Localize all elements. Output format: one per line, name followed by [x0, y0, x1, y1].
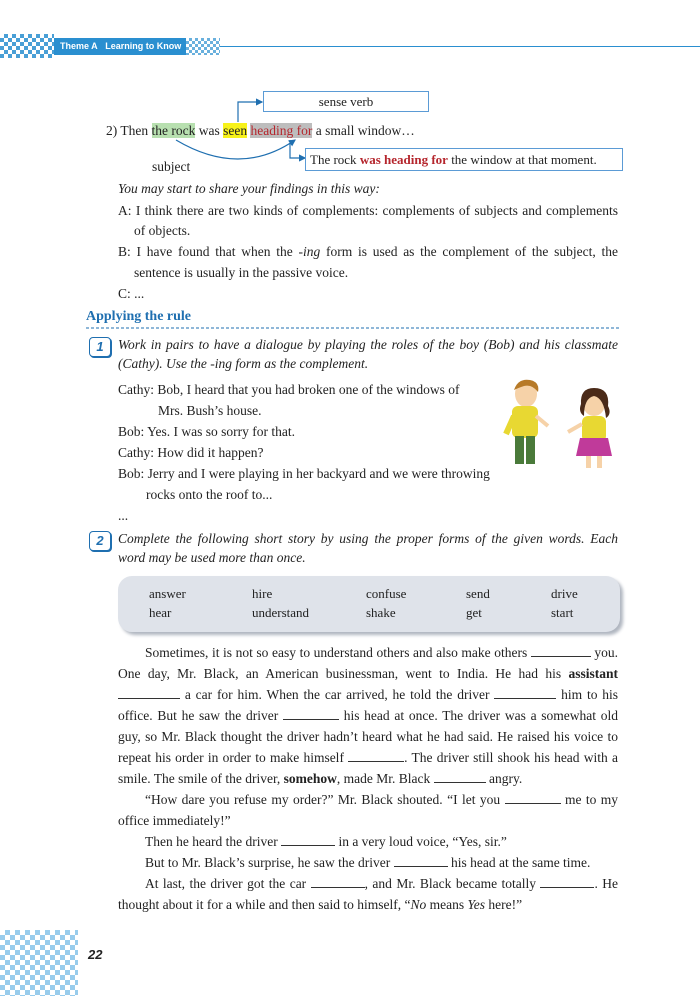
story-line-8: “How dare you refuse my order?” Mr. Black shouted. “I let you me to my — [145, 792, 619, 807]
dialogue-line: Bob: Yes. I was so sorry for that. — [118, 424, 295, 439]
explanation-box — [305, 148, 623, 171]
word-bank-item: hear — [149, 605, 172, 620]
story-line-6: repeat his order in order to make himself . The driver still shook his head with a — [118, 750, 618, 765]
dialogue-line: Cathy: Bob, I heard that you had broken one of the windows of — [118, 382, 460, 397]
answer-blank[interactable] — [434, 770, 486, 783]
word-bank — [118, 576, 620, 632]
explain-pre: The rock — [310, 152, 357, 167]
story-line-1: Sometimes, it is not so easy to understand others and also make others you. — [145, 645, 618, 660]
word-bank-item: understand — [252, 605, 310, 620]
word-bank-item: confuse — [366, 586, 407, 601]
dialogue-line: Cathy: How did it happen? — [118, 445, 264, 460]
subject-phrase: the rock — [151, 123, 196, 138]
theme-label: Theme A — [60, 41, 98, 51]
answer-blank[interactable] — [118, 686, 180, 699]
word-bank-item: shake — [366, 605, 396, 620]
page-number: 22 — [88, 947, 103, 962]
explain-bold: was heading for — [359, 152, 448, 167]
story-line-7: smile. The smile of the driver, somehow, made Mr. Black angry. — [118, 771, 523, 786]
answer-blank[interactable] — [348, 749, 404, 762]
task2-instruction-line1: Complete the following short story by using the proper forms of the given words. Each — [118, 531, 618, 546]
word-bank-item: drive — [551, 586, 578, 601]
word-bank-item: answer — [149, 586, 186, 601]
applying-heading: Applying the rule — [86, 309, 192, 324]
finding-a-line2: of objects. — [134, 223, 191, 238]
word-bank-item: hire — [252, 586, 273, 601]
diagram-sentence — [106, 120, 415, 141]
task1-instruction-line1: Work in pairs to have a dialogue by playing the roles of the boy (Bob) and his classmate — [118, 337, 618, 352]
boy-figure — [506, 380, 548, 464]
girl-figure — [568, 388, 612, 468]
story-line-2: One day, Mr. Black, an American businessman, went to India. He had his assistant — [118, 666, 618, 681]
heading-dashed-rule — [86, 327, 620, 329]
sentence-rest: a small window… — [315, 123, 415, 138]
findings-intro: You may start to share your findings in this way: — [118, 181, 380, 196]
dialogue-line: ... — [118, 508, 129, 523]
word-bank-item: send — [466, 586, 490, 601]
story-line-10: Then he heard the driver in a very loud voice, “Yes, sir.” — [145, 834, 507, 849]
curved-arrow-subject — [176, 140, 295, 159]
task1-number-badge: 1 — [89, 337, 111, 357]
answer-blank[interactable] — [283, 707, 339, 720]
finding-b-line2: sentence is usually in the passive voice. — [134, 265, 349, 280]
footer-pixel-decoration — [0, 930, 78, 996]
answer-blank[interactable] — [281, 833, 335, 846]
finding-b-line1: B: I have found that when the -ing form is used as the complement of the subject, the — [118, 244, 618, 259]
answer-blank[interactable] — [505, 791, 561, 804]
story-line-9: office immediately!” — [118, 813, 231, 828]
word-seen: seen — [223, 123, 248, 138]
sense-verb-box: sense verb — [263, 91, 429, 112]
kids-illustration — [498, 376, 626, 472]
story-line-4: office. But he saw the driver his head at once. The driver was a somewhat old — [118, 708, 619, 723]
subject-label: subject — [152, 159, 191, 174]
story-line-3: a car for him. When the car arrived, he told the driver him to his — [118, 684, 618, 705]
task2-instruction-line2: word may be used more than once. — [118, 550, 306, 565]
section-label: Learning to Know — [105, 41, 182, 51]
story-line-5: guy, so Mr. Black thought the driver hadn’t heard what he had said. He raised his voice to — [118, 729, 618, 744]
story-line-11: But to Mr. Black’s surprise, he saw the driver his head at the same time. — [145, 855, 591, 870]
word-bank-item: get — [466, 605, 482, 620]
answer-blank[interactable] — [311, 875, 365, 888]
sentence-number: 2) Then — [106, 123, 149, 138]
answer-blank[interactable] — [540, 875, 594, 888]
explain-post: the window at that moment. — [451, 152, 597, 167]
answer-blank[interactable] — [494, 686, 556, 699]
answer-blank[interactable] — [394, 854, 448, 867]
finding-a-line1: A: I think there are two kinds of complements: complements of subjects and complements — [118, 203, 618, 218]
finding-c: C: ... — [118, 286, 145, 301]
dialogue-line: Bob: Jerry and I were playing in her backyard and we were throwing — [118, 466, 490, 481]
arrow-to-explanation — [290, 140, 305, 158]
answer-blank[interactable] — [531, 644, 591, 657]
word-was: was — [198, 123, 220, 138]
word-heading-for: heading for — [250, 123, 313, 138]
story-line-13: thought about it for a while and then said to himself, “No means Yes here!” — [118, 897, 523, 912]
word-bank-item: start — [551, 605, 574, 620]
dialogue-line: rocks onto the roof to... — [146, 487, 273, 502]
task2-number-badge: 2 — [89, 531, 111, 551]
task1-instruction-line2: (Cathy). Use the -ing form as the complement. — [118, 356, 369, 371]
dialogue-line: Mrs. Bush’s house. — [158, 403, 262, 418]
arrow-to-sense-verb — [238, 102, 262, 122]
story-line-12: At last, the driver got the car , and Mr. Black became totally . He — [145, 876, 619, 891]
